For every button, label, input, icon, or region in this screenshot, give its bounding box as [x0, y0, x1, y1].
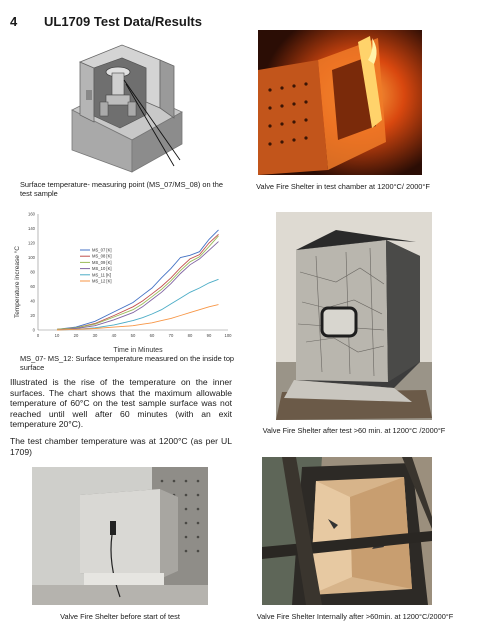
chart-series-line — [57, 242, 219, 330]
chart-y-tick-label: 20 — [30, 313, 35, 319]
chart-y-tick-label: 140 — [28, 226, 35, 232]
chart-xlabel: Time in Minutes — [113, 347, 163, 354]
before-test-caption: Valve Fire Shelter before start of test — [60, 612, 180, 621]
after-test-photo — [276, 212, 432, 420]
internal-after-photo — [262, 457, 432, 605]
chart-y-tick-label: 60 — [30, 284, 35, 290]
drawing-caption: Surface temperature- measuring point (MS_07/MS_08) on the test sample — [20, 180, 223, 198]
after-test-caption: Valve Fire Shelter after test >60 min. at 1200°C /2000°F — [262, 426, 446, 435]
chart-x-tick-label: 10 — [54, 333, 60, 338]
chart-legend-label: MS_11 [K] — [92, 272, 112, 278]
chart-caption: MS_07- MS_12: Surface temperature measured on the inside top surface — [20, 354, 235, 372]
chart-y-tick-label: 80 — [30, 269, 35, 275]
section-heading — [10, 14, 202, 29]
chart-legend-label: MS_10 [K] — [92, 266, 112, 272]
chamber-fire-caption: Valve Fire Shelter in test chamber at 1200°C/ 2000°F — [256, 182, 430, 191]
temperature-chart-svg — [10, 208, 236, 356]
section-number: 4 — [10, 14, 18, 29]
chart-legend-label: MS_07 [K] — [92, 247, 112, 253]
chart-ylabel: Temperature increase °C — [14, 246, 21, 318]
chart-series-line — [57, 230, 219, 329]
chart-y-tick-label: 40 — [30, 298, 35, 304]
measuring-point-drawing — [62, 40, 192, 175]
chart-y-tick-label: 100 — [28, 255, 35, 261]
temperature-chart — [10, 208, 236, 356]
chart-x-tick-label: 0 — [36, 333, 40, 338]
chart-x-tick-label: 50 — [130, 333, 136, 338]
chart-x-tick-label: 70 — [168, 333, 174, 338]
chart-y-tick-label: 0 — [32, 327, 35, 333]
chart-legend-label: MS_12 [K] — [92, 278, 112, 284]
chart-x-tick-label: 60 — [149, 333, 155, 338]
chart-legend-label: MS_08 [K] — [92, 253, 112, 259]
chart-x-tick-label: 30 — [92, 333, 98, 338]
chart-series-line — [57, 279, 219, 330]
internal-after-caption: Valve Fire Shelter Internally after >60min. at 1200°C/2000°F — [256, 612, 454, 621]
temperature-rise-paragraph: Illustrated is the rise of the temperature on the inner surfaces. The chart shows that the maximum allowable temperature of 60°C on the test sample surface was not reached until well after 60 minutes (with an exit temperature 20°C). — [10, 377, 232, 430]
chart-x-tick-label: 20 — [73, 333, 79, 338]
chart-y-tick-label: 120 — [28, 240, 35, 246]
chart-legend-label: MS_09 [K] — [92, 259, 112, 265]
chart-y-tick-label: 160 — [28, 211, 35, 217]
chamber-fire-photo — [258, 30, 422, 175]
section-title: UL1709 Test Data/Results — [44, 14, 202, 29]
chart-series-line — [57, 234, 219, 329]
chart-x-tick-label: 90 — [206, 333, 212, 338]
chart-x-tick-label: 80 — [187, 333, 193, 338]
chart-x-tick-label: 100 — [224, 333, 232, 338]
chamber-temperature-paragraph: The test chamber temperature was at 1200°C (as per UL 1709) — [10, 436, 232, 457]
chart-x-tick-label: 40 — [111, 333, 117, 338]
before-test-photo — [32, 467, 208, 605]
